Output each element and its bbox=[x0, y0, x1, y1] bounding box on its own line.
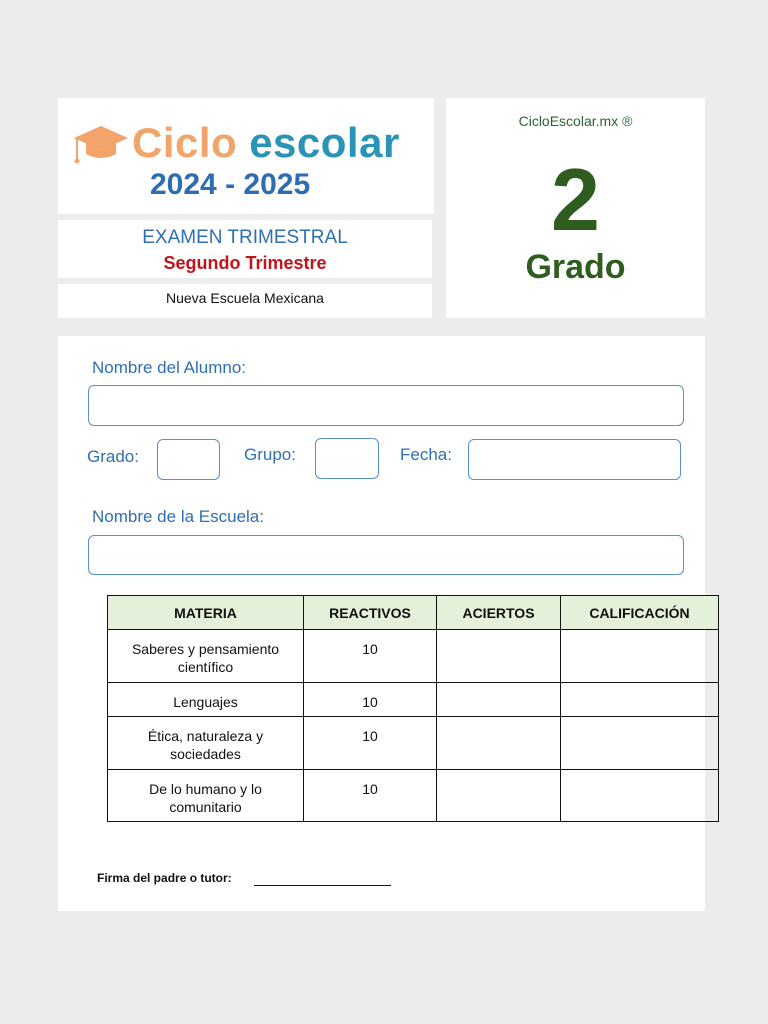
grade-cell[interactable] bbox=[561, 630, 719, 683]
table-row bbox=[108, 770, 719, 822]
header-reactivos: REACTIVOS bbox=[304, 596, 437, 630]
correct-cell[interactable] bbox=[437, 717, 561, 770]
grade-field[interactable] bbox=[157, 439, 220, 480]
student-name-field[interactable] bbox=[88, 385, 684, 426]
grade-cell[interactable] bbox=[561, 717, 719, 770]
items-cell: 10 bbox=[304, 630, 437, 683]
group-field[interactable] bbox=[315, 438, 379, 479]
exam-subtitle: Segundo Trimestre bbox=[163, 253, 327, 273]
grade-panel bbox=[446, 98, 705, 318]
exam-title: EXAMEN TRIMESTRAL bbox=[142, 227, 348, 248]
subject-cell: Lenguajes bbox=[108, 683, 304, 717]
exam-title-panel bbox=[58, 220, 432, 278]
grade-label: Grado bbox=[525, 248, 626, 286]
date-field[interactable] bbox=[468, 439, 681, 480]
table-row bbox=[108, 717, 719, 770]
logo-word-ciclo: Ciclo bbox=[132, 119, 238, 166]
graduation-cap-icon bbox=[72, 120, 130, 166]
correct-cell[interactable] bbox=[437, 683, 561, 717]
signature-line[interactable] bbox=[254, 885, 391, 886]
table-row bbox=[108, 683, 719, 717]
subject-cell: Ética, naturaleza y sociedades bbox=[108, 717, 304, 770]
header-aciertos: ACIERTOS bbox=[437, 596, 561, 630]
student-name-label: Nombre del Alumno: bbox=[92, 358, 247, 377]
signature-label: Firma del padre o tutor: bbox=[97, 871, 232, 885]
table-row bbox=[108, 630, 719, 683]
subject-cell: Saberes y pensamiento científico bbox=[108, 630, 304, 683]
items-cell: 10 bbox=[304, 770, 437, 822]
table-header-row bbox=[108, 596, 719, 630]
items-cell: 10 bbox=[304, 717, 437, 770]
correct-cell[interactable] bbox=[437, 630, 561, 683]
grade-field-label: Grado: bbox=[87, 447, 139, 466]
grade-number: 2 bbox=[551, 150, 600, 249]
school-year: 2024 - 2025 bbox=[150, 168, 311, 201]
school-name-field[interactable] bbox=[88, 535, 684, 575]
correct-cell[interactable] bbox=[437, 770, 561, 822]
group-field-label: Grupo: bbox=[244, 445, 296, 464]
date-field-label: Fecha: bbox=[400, 445, 452, 464]
logo-panel bbox=[58, 98, 434, 214]
grades-table bbox=[107, 595, 719, 822]
header-calificacion: CALIFICACIÓN bbox=[561, 596, 719, 630]
program-name: Nueva Escuela Mexicana bbox=[166, 290, 324, 306]
school-name-label: Nombre de la Escuela: bbox=[92, 507, 264, 526]
program-panel bbox=[58, 284, 432, 318]
logo bbox=[72, 118, 400, 168]
items-cell: 10 bbox=[304, 683, 437, 717]
grade-cell[interactable] bbox=[561, 770, 719, 822]
subject-cell: De lo humano y lo comunitario bbox=[108, 770, 304, 822]
header-materia: MATERIA bbox=[108, 596, 304, 630]
grade-cell[interactable] bbox=[561, 683, 719, 717]
logo-word-escolar: escolar bbox=[249, 119, 400, 166]
site-name: CicloEscolar.mx ® bbox=[518, 113, 633, 129]
